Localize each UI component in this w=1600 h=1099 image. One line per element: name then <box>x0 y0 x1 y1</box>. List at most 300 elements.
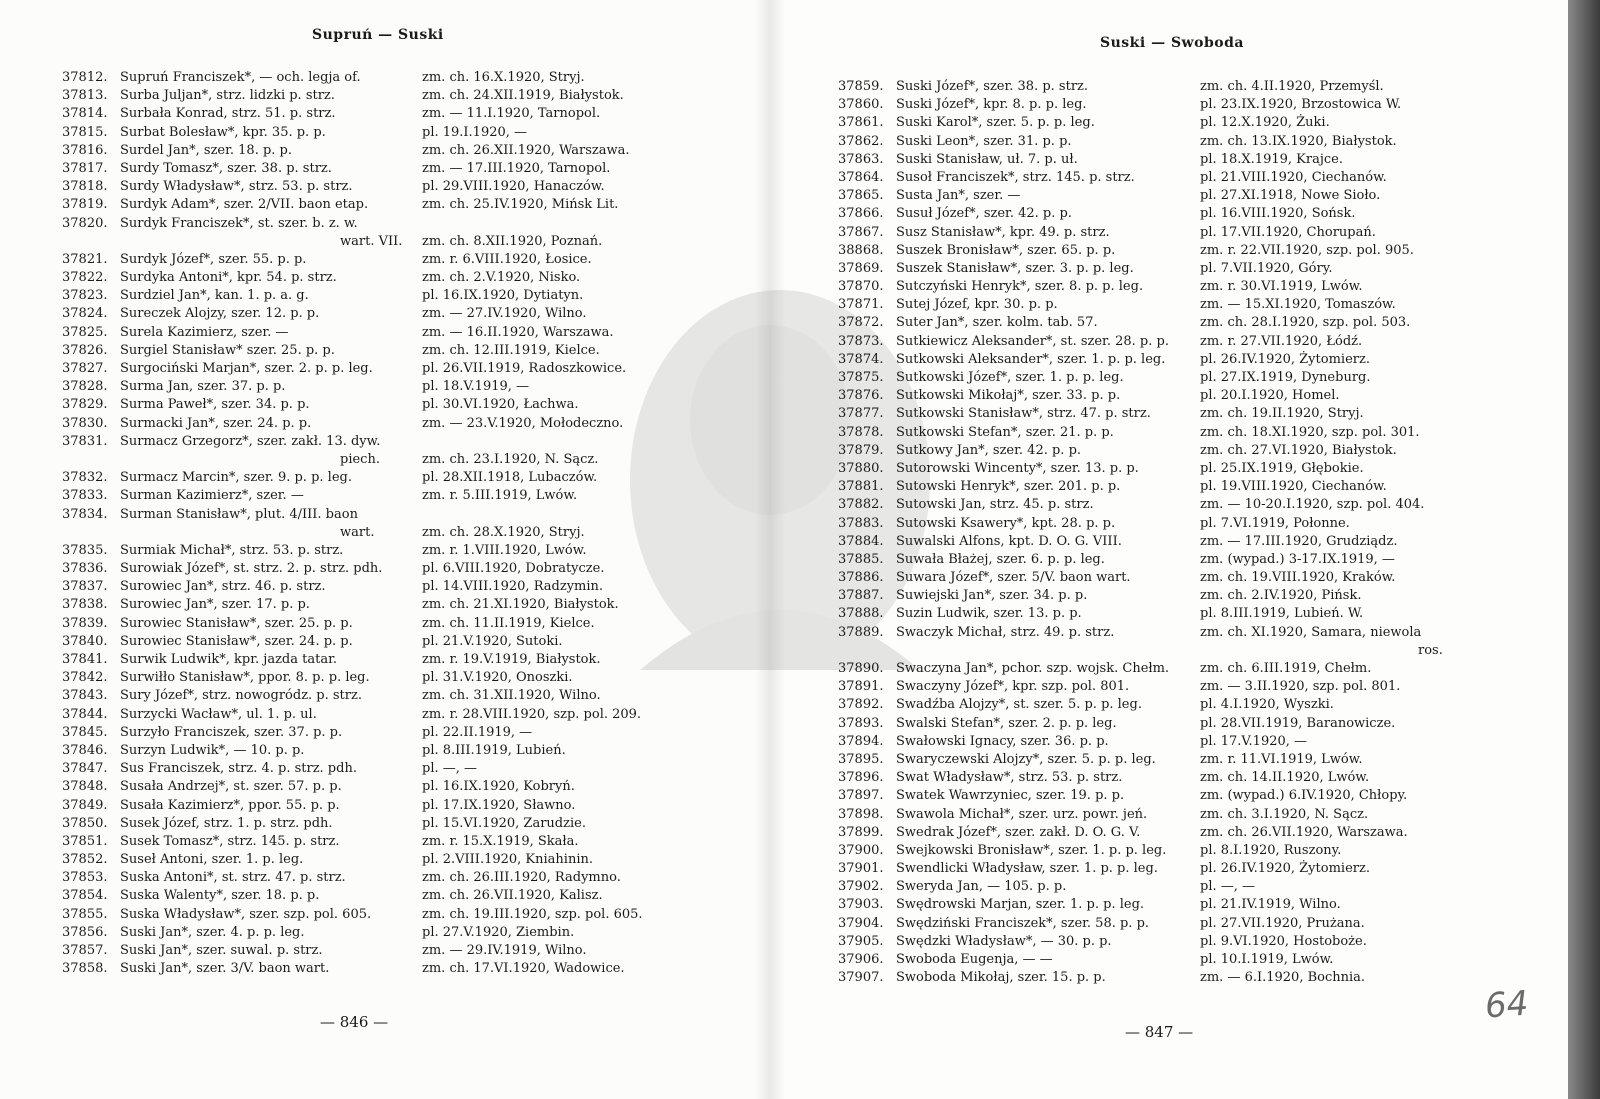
entry-name-unit: Surela Kazimierz, szer. — <box>120 324 289 340</box>
entry-row <box>62 469 662 487</box>
entry-fate: pl. 16.VIII.1920, Sońsk. <box>1200 206 1356 222</box>
entry-row <box>838 933 1488 951</box>
entry-name-unit: Swędzki Władysław*, — 30. p. p. <box>896 933 1112 949</box>
entry-name-unit: Sutkowy Jan*, szer. 42. p. p. <box>896 442 1082 458</box>
entry-row <box>62 596 662 614</box>
entry-fate: zm. ch. 14.II.1920, Lwów. <box>1200 770 1370 786</box>
entry-row <box>62 233 662 251</box>
entry-number: 37886. <box>838 570 884 586</box>
entry-number: 37818. <box>62 179 108 195</box>
entry-name-unit: Suski Józef*, kpr. 8. p. p. leg. <box>896 97 1087 113</box>
entry-row <box>838 660 1488 678</box>
entry-name-unit: Susuł Józef*, szer. 42. p. p. <box>896 206 1072 222</box>
entry-row <box>62 669 662 687</box>
entry-row <box>838 824 1488 842</box>
entry-continuation: ros. <box>1418 642 1443 658</box>
entry-number: 37858. <box>62 961 108 977</box>
entry-number: 37829. <box>62 397 108 413</box>
entry-number: 37848. <box>62 779 108 795</box>
entry-name-unit: Swalski Stefan*, szer. 2. p. p. leg. <box>896 715 1117 731</box>
entry-number: 37904. <box>838 915 884 931</box>
entry-number: 37821. <box>62 251 108 267</box>
entry-row <box>62 906 662 924</box>
entry-number: 37866. <box>838 206 884 222</box>
entry-fate: pl. 9.VI.1920, Hostoboże. <box>1200 933 1367 949</box>
entry-row <box>838 915 1488 933</box>
entry-number: 37839. <box>62 615 108 631</box>
entry-fate: pl. 18.X.1919, Krajce. <box>1200 151 1343 167</box>
entry-name-unit: Susek Józef, strz. 1. p. strz. pdh. <box>120 815 333 831</box>
entry-fate: pl. 8.I.1920, Ruszony. <box>1200 842 1342 858</box>
entry-row <box>838 369 1488 387</box>
entry-fate: zm. — 17.III.1920, Grudziądz. <box>1200 533 1398 549</box>
entry-row <box>838 569 1488 587</box>
entry-fate: zm. — 6.I.1920, Bochnia. <box>1200 970 1366 986</box>
entry-fate: pl. 4.I.1920, Wyszki. <box>1200 697 1334 713</box>
entry-row <box>62 142 662 160</box>
entry-name-unit: Surgiel Stanisław* szer. 25. p. p. <box>120 342 335 358</box>
entry-name-unit: Sury Józef*, strz. nowogródz. p. strz. <box>120 688 362 704</box>
entry-row <box>838 351 1488 369</box>
entry-number: 37905. <box>838 933 884 949</box>
entry-row <box>838 296 1488 314</box>
entry-row <box>62 215 662 233</box>
entry-name-unit: Susta Jan*, szer. — <box>896 188 1021 204</box>
entry-row <box>62 633 662 651</box>
entry-name-unit: Surman Kazimierz*, szer. — <box>120 488 304 504</box>
entry-number: 37898. <box>838 806 884 822</box>
entry-name-unit: Surzyn Ludwik*, — 10. p. p. <box>120 742 305 758</box>
entry-name-unit: Susz Stanisław*, kpr. 49. p. strz. <box>896 224 1110 240</box>
entry-row <box>62 342 662 360</box>
entry-row <box>838 405 1488 423</box>
entry-fate: pl. 28.XII.1918, Lubaczów. <box>422 470 598 486</box>
entry-name-unit: Sutorowski Wincenty*, szer. 13. p. p. <box>896 460 1139 476</box>
entry-row <box>62 924 662 942</box>
entry-fate: pl. 21.VIII.1920, Ciechanów. <box>1200 169 1387 185</box>
entry-name-unit: Supruń Franciszek*, — och. legja of. <box>120 70 361 85</box>
entry-row <box>62 651 662 669</box>
entry-row <box>838 314 1488 332</box>
entry-name-unit: Swadźba Alojzy*, st. szer. 5. p. p. leg. <box>896 697 1142 713</box>
entry-number: 37874. <box>838 351 884 367</box>
entry-fate: zm. ch. 19.VIII.1920, Kraków. <box>1200 570 1396 586</box>
entry-number: 37856. <box>62 924 108 940</box>
entry-row <box>62 487 662 505</box>
right-page-number: — 847 — <box>1125 1023 1194 1041</box>
entry-fate: zm. ch. 31.XII.1920, Wilno. <box>422 688 601 704</box>
entry-fate: zm. ch. 24.XII.1919, Białystok. <box>422 88 624 104</box>
entry-row <box>838 278 1488 296</box>
entry-number: 37887. <box>838 588 884 604</box>
entry-name-unit: Surbała Konrad, strz. 51. p. strz. <box>120 106 336 122</box>
entry-row <box>838 133 1488 151</box>
entry-row <box>838 896 1488 914</box>
entry-fate: zm. — 29.IV.1919, Wilno. <box>422 943 587 958</box>
entry-row <box>62 305 662 323</box>
entry-name-unit: Surbat Bolesław*, kpr. 35. p. p. <box>120 124 326 140</box>
entry-name-unit: Swawola Michał*, szer. urz. powr. jeń. <box>896 806 1148 822</box>
entry-fate: zm. ch. 17.VI.1920, Wadowice. <box>422 961 625 977</box>
entry-fate: zm. r. 6.VIII.1920, Łosice. <box>422 251 592 267</box>
entry-name-unit: Swat Władysław*, strz. 53. p. strz. <box>896 770 1123 786</box>
entry-number: 37835. <box>62 542 108 558</box>
entry-number: 37815. <box>62 124 108 140</box>
entry-name-unit: Suska Antoni*, st. strz. 47. p. strz. <box>120 870 346 886</box>
entry-number: 37882. <box>838 497 884 513</box>
entry-name-unit: Suski Jan*, szer. 4. p. p. leg. <box>120 924 305 940</box>
entry-name-unit: Swoboda Eugenja, — — <box>896 952 1053 967</box>
entry-number: 37833. <box>62 488 108 504</box>
entry-number: 37853. <box>62 870 108 886</box>
entry-number: 37880. <box>838 460 884 476</box>
entry-fate: zm. ch. 18.XI.1920, szp. pol. 301. <box>1200 424 1420 440</box>
entry-row <box>838 114 1488 132</box>
entry-number: 37903. <box>838 897 884 913</box>
entry-row <box>838 842 1488 860</box>
entry-number: 37852. <box>62 852 108 868</box>
entry-number: 37860. <box>838 97 884 113</box>
entry-number: 37838. <box>62 597 108 613</box>
entry-name-unit: Swendlicki Władysław, szer. 1. p. p. leg. <box>896 861 1158 877</box>
entry-row <box>838 696 1488 714</box>
entry-fate: zm. — 3.II.1920, szp. pol. 801. <box>1200 679 1401 695</box>
entry-fate: pl. 7.VII.1920, Góry. <box>1200 260 1333 276</box>
entry-name-unit: Suseł Antoni, szer. 1. p. leg. <box>120 852 304 868</box>
entry-fate: pl. 21.IV.1919, Wilno. <box>1200 897 1341 913</box>
entry-name-unit: Sutkowski Stanisław*, strz. 47. p. strz. <box>896 406 1151 422</box>
entry-number: 37812. <box>62 70 108 85</box>
entry-number: 37820. <box>62 215 108 231</box>
entry-number: 37836. <box>62 561 108 577</box>
entry-fate: zm. ch. 26.XII.1920, Warszawa. <box>422 142 630 158</box>
entry-fate: pl. 17.V.1920, — <box>1200 733 1308 749</box>
entry-number: 37832. <box>62 470 108 486</box>
entry-number: 37844. <box>62 706 108 722</box>
handwritten-note: 64 <box>1483 983 1530 1027</box>
entry-number: 37813. <box>62 88 108 104</box>
entry-fate: pl. 2.VIII.1920, Kniahinin. <box>422 852 593 868</box>
entry-row <box>838 442 1488 460</box>
entry-fate: zm. r. 1.VIII.1920, Lwów. <box>422 542 587 558</box>
entry-fate: zm. ch. 2.V.1920, Nisko. <box>422 270 581 286</box>
entry-name-unit: Surowiec Stanisław*, szer. 24. p. p. <box>120 633 353 649</box>
entry-row <box>62 105 662 123</box>
entry-fate: pl. 12.X.1920, Żuki. <box>1200 115 1330 131</box>
entry-number: 37891. <box>838 679 884 695</box>
entry-fate: zm. r. 5.III.1919, Lwów. <box>422 488 578 504</box>
entry-row <box>62 87 662 105</box>
entry-name-unit: Suski Józef*, szer. 38. p. strz. <box>896 79 1089 94</box>
entry-fate: pl. 7.VI.1919, Połonne. <box>1200 515 1350 531</box>
entry-name-unit: Surba Juljan*, strz. lidzki p. strz. <box>120 88 335 104</box>
entry-fate: zm. ch. 26.III.1920, Radymno. <box>422 870 621 886</box>
entry-row <box>838 260 1488 278</box>
entry-fate: pl. 21.V.1920, Sutoki. <box>422 633 563 649</box>
entry-fate: zm. — 11.I.1920, Tarnopol. <box>422 106 601 122</box>
entry-fate: pl. 14.VIII.1920, Radzymin. <box>422 579 604 595</box>
entry-fate: pl. 8.III.1919, Lubień. W. <box>1200 606 1364 622</box>
entry-number: 37863. <box>838 151 884 167</box>
entry-fate: pl. 26.IV.1920, Żytomierz. <box>1200 351 1370 367</box>
entry-name-unit: Surowiec Jan*, strz. 46. p. strz. <box>120 579 326 595</box>
entry-name-unit: Surdel Jan*, szer. 18. p. p. <box>120 142 293 158</box>
entry-fate: pl. 18.V.1919, — <box>422 379 530 395</box>
entry-number: 37879. <box>838 442 884 458</box>
entry-row <box>838 642 1488 660</box>
entry-row <box>838 169 1488 187</box>
entry-name-unit: Suski Leon*, szer. 31. p. p. <box>896 133 1072 149</box>
entry-name-unit: Sutowski Ksawery*, kpt. 28. p. p. <box>896 515 1116 531</box>
entry-name-unit: Susek Tomasz*, strz. 145. p. strz. <box>120 833 340 849</box>
entry-number: 38868. <box>838 242 884 258</box>
entry-name-unit: Surman Stanisław*, plut. 4/III. baon <box>120 506 358 522</box>
entry-name-unit: Suska Walenty*, szer. 18. p. p. <box>120 888 320 904</box>
entry-row <box>838 515 1488 533</box>
entry-row <box>62 251 662 269</box>
entry-number: 37899. <box>838 824 884 840</box>
entry-fate: zm. r. 11.VI.1919, Lwów. <box>1200 751 1363 767</box>
entry-name-unit: Sureczek Alojzy, szer. 12. p. p. <box>120 306 320 322</box>
entry-number: 37824. <box>62 306 108 322</box>
entry-number: 37890. <box>838 661 884 676</box>
entry-number: 37830. <box>62 415 108 431</box>
entry-row <box>62 615 662 633</box>
entry-row <box>838 478 1488 496</box>
entry-name-unit: Surowiec Jan*, szer. 17. p. p. <box>120 597 310 613</box>
entry-row <box>838 205 1488 223</box>
entry-name-unit: Suzin Ludwik, szer. 13. p. p. <box>896 606 1082 622</box>
entry-fate: zm. ch. 6.III.1919, Chełm. <box>1200 661 1372 676</box>
entry-number: 37845. <box>62 724 108 740</box>
entry-row <box>62 124 662 142</box>
entry-fate: zm. ch. 25.IV.1920, Mińsk Lit. <box>422 197 619 213</box>
entry-number: 37869. <box>838 260 884 276</box>
entry-row <box>62 196 662 214</box>
entry-fate: zm. ch. 13.IX.1920, Białystok. <box>1200 133 1397 149</box>
entry-row <box>838 587 1488 605</box>
entry-name-unit: Sutkowski Mikołaj*, szer. 33. p. p. <box>896 388 1121 404</box>
entry-name-unit: Suski Karol*, szer. 5. p. p. leg. <box>896 115 1095 131</box>
entry-fate: zm. — 17.III.1920, Tarnopol. <box>422 160 611 176</box>
entry-row <box>838 333 1488 351</box>
entry-name-unit: Suski Stanisław, uł. 7. p. uł. <box>896 151 1078 167</box>
entry-fate: pl. 30.VI.1920, Łachwa. <box>422 397 579 413</box>
entry-number: 37864. <box>838 169 884 185</box>
entry-fate: pl. 20.I.1920, Homel. <box>1200 388 1340 404</box>
entry-number: 37881. <box>838 479 884 495</box>
entry-number: 37885. <box>838 551 884 567</box>
entry-number: 37861. <box>838 115 884 131</box>
entry-name-unit: Surmacz Grzegorz*, szer. zakł. 13. dyw. <box>120 433 381 449</box>
entry-row <box>62 851 662 869</box>
entry-name-unit: Suwara Józef*, szer. 5/V. baon wart. <box>896 570 1131 586</box>
entry-row <box>838 151 1488 169</box>
entry-number: 37896. <box>838 770 884 786</box>
entry-number: 37841. <box>62 652 108 667</box>
entry-name-unit: Susoł Franciszek*, strz. 145. p. strz. <box>896 169 1135 185</box>
entry-fate: pl. 10.I.1919, Lwów. <box>1200 952 1334 967</box>
entry-row <box>838 78 1488 96</box>
entry-fate: zm. ch. 11.II.1919, Kielce. <box>422 615 595 631</box>
entry-row <box>838 769 1488 787</box>
entry-row <box>838 533 1488 551</box>
entry-row <box>838 387 1488 405</box>
entry-name-unit: Surmiak Michał*, strz. 53. p. strz. <box>120 542 344 558</box>
entry-name-unit: Sutkowski Aleksander*, szer. 1. p. p. leg. <box>896 351 1166 367</box>
entry-row <box>62 69 662 87</box>
right-page-header: Suski — Swoboda <box>1100 35 1244 51</box>
entry-name-unit: Swedrak Józef*, szer. zakł. D. O. G. V. <box>896 824 1141 840</box>
entry-row <box>838 951 1488 969</box>
entry-row <box>62 360 662 378</box>
entry-name-unit: Surwik Ludwik*, kpr. jazda tatar. <box>120 652 337 667</box>
entry-row <box>62 815 662 833</box>
entry-number: 37895. <box>838 751 884 767</box>
entry-row <box>62 415 662 433</box>
entry-number: 37862. <box>838 133 884 149</box>
entry-number: 37892. <box>838 697 884 713</box>
entry-fate: zm. ch. 23.I.1920, N. Sącz. <box>422 451 599 467</box>
entry-name-unit: Sutkowski Józef*, szer. 1. p. p. leg. <box>896 370 1124 385</box>
entry-number: 37901. <box>838 861 884 877</box>
entry-fate: zm. r. 27.VII.1920, Łódź. <box>1200 333 1363 349</box>
entry-row <box>838 242 1488 260</box>
entry-number: 37842. <box>62 670 108 686</box>
entry-name-unit: Surzycki Wacław*, ul. 1. p. ul. <box>120 706 317 722</box>
entry-number: 37816. <box>62 142 108 158</box>
entry-fate: zm. (wypad.) 3-17.IX.1919, — <box>1200 551 1395 567</box>
entry-number: 37834. <box>62 506 108 522</box>
entry-name-unit: Surgociński Marjan*, szer. 2. p. p. leg. <box>120 361 373 376</box>
entry-name-unit: Surdyk Józef*, szer. 55. p. p. <box>120 251 307 267</box>
entry-fate: pl. 17.IX.1920, Sławno. <box>422 797 576 813</box>
entry-number: 37883. <box>838 515 884 531</box>
entry-number: 37850. <box>62 815 108 831</box>
entry-number: 37867. <box>838 224 884 240</box>
entry-number: 37822. <box>62 270 108 286</box>
entry-number: 37837. <box>62 579 108 595</box>
entry-fate: pl. 17.VII.1920, Chorupań. <box>1200 224 1376 240</box>
entry-number: 37825. <box>62 324 108 340</box>
entry-fate: zm. ch. 27.VI.1920, Białystok. <box>1200 442 1397 458</box>
entry-number: 37906. <box>838 952 884 967</box>
entry-name-unit: Sus Franciszek, strz. 4. p. strz. pdh. <box>120 761 357 777</box>
entry-name-unit: Suwała Błażej, szer. 6. p. p. leg. <box>896 551 1105 567</box>
entry-name-unit: Surzyło Franciszek, szer. 37. p. p. <box>120 724 343 740</box>
entry-fate: zm. ch. 16.X.1920, Stryj. <box>422 70 585 85</box>
entry-name-unit: Surma Paweł*, szer. 34. p. p. <box>120 397 310 413</box>
entry-row <box>62 160 662 178</box>
entry-fate: pl. 16.IX.1920, Dytiatyn. <box>422 288 584 304</box>
entry-name-unit: Swaryczewski Alojzy*, szer. 5. p. p. leg. <box>896 751 1156 767</box>
entry-name-unit: Sutej Józef, kpr. 30. p. p. <box>896 297 1058 313</box>
entry-name-unit: Swędrowski Marjan, szer. 1. p. p. leg. <box>896 897 1145 913</box>
entry-name-unit: Surowiak Józef*, st. strz. 2. p. strz. pdh. <box>120 561 383 577</box>
entry-row <box>838 96 1488 114</box>
entry-fate: zm. ch. 26.VII.1920, Warszawa. <box>1200 824 1408 840</box>
entry-number: 37847. <box>62 761 108 777</box>
entry-name-unit: Swatek Wawrzyniec, szer. 19. p. p. <box>896 788 1125 804</box>
entry-row <box>62 396 662 414</box>
entry-number: 37878. <box>838 424 884 440</box>
entry-fate: zm. ch. 26.VII.1920, Kalisz. <box>422 888 603 904</box>
entry-name-unit: Surdyka Antoni*, kpr. 54. p. strz. <box>120 270 337 286</box>
entry-fate: pl. 27.XI.1918, Nowe Sioło. <box>1200 188 1381 204</box>
entry-name-unit: Sutkowski Stefan*, szer. 21. p. p. <box>896 424 1114 440</box>
entry-fate: pl. 15.VI.1920, Zarudzie. <box>422 815 586 831</box>
entry-fate: zm. ch. 3.I.1920, N. Sącz. <box>1200 806 1369 822</box>
entry-number: 37827. <box>62 361 108 376</box>
entry-name-unit: Swałowski Ignacy, szer. 36. p. p. <box>896 733 1109 749</box>
entry-row <box>62 797 662 815</box>
entry-row <box>62 687 662 705</box>
entry-name-unit: Surmacki Jan*, szer. 24. p. p. <box>120 415 312 431</box>
entry-fate: pl. 25.IX.1919, Głębokie. <box>1200 460 1364 476</box>
entry-name-unit: Sutowski Henryk*, szer. 201. p. p. <box>896 479 1121 495</box>
entry-row <box>838 187 1488 205</box>
entry-row <box>62 706 662 724</box>
entry-number: 37875. <box>838 370 884 385</box>
entry-fate: zm. (wypad.) 6.IV.1920, Chłopy. <box>1200 788 1408 804</box>
entry-number: 37828. <box>62 379 108 395</box>
entry-continuation: piech. <box>340 451 380 467</box>
entry-fate: pl. 26.IV.1920, Żytomierz. <box>1200 861 1370 877</box>
entry-name-unit: Sutowski Jan, strz. 45. p. strz. <box>896 497 1094 513</box>
entry-fate: pl. 22.II.1919, — <box>422 724 533 740</box>
scan-edge-shadow <box>1568 0 1600 1099</box>
entry-name-unit: Sutczyński Henryk*, szer. 8. p. p. leg. <box>896 279 1144 295</box>
entry-fate: zm. ch. 8.XII.1920, Poznań. <box>422 233 603 249</box>
entry-row <box>62 833 662 851</box>
entry-row <box>838 224 1488 242</box>
entry-row <box>62 378 662 396</box>
entry-number: 37851. <box>62 833 108 849</box>
entry-fate: zm. ch. 28.X.1920, Stryj. <box>422 524 585 540</box>
entry-number: 37840. <box>62 633 108 649</box>
entry-number: 37877. <box>838 406 884 422</box>
entry-fate: pl. 19.I.1920, — <box>422 124 528 140</box>
entry-row <box>62 178 662 196</box>
entry-name-unit: Surwiłło Stanisław*, ppor. 8. p. p. leg. <box>120 670 370 686</box>
entry-row <box>62 760 662 778</box>
entry-number: 37843. <box>62 688 108 704</box>
entry-number: 37900. <box>838 842 884 858</box>
entry-fate: pl. 31.V.1920, Onoszki. <box>422 670 573 686</box>
right-entries-list <box>838 78 1488 987</box>
entry-number: 37884. <box>838 533 884 549</box>
entry-name-unit: Swaczyk Michał, strz. 49. p. strz. <box>896 624 1115 640</box>
entry-name-unit: Suszek Bronisław*, szer. 65. p. p. <box>896 242 1116 258</box>
entry-fate: zm. — 16.II.1920, Warszawa. <box>422 324 614 340</box>
entry-number: 37819. <box>62 197 108 213</box>
entry-number: 37814. <box>62 106 108 122</box>
entry-number: 37823. <box>62 288 108 304</box>
entry-fate: pl. 19.VIII.1920, Ciechanów. <box>1200 479 1387 495</box>
entry-fate: pl. —, — <box>1200 879 1256 895</box>
entry-number: 37826. <box>62 342 108 358</box>
entry-row <box>838 715 1488 733</box>
entry-row <box>62 887 662 905</box>
entry-number: 37873. <box>838 333 884 349</box>
book-gutter <box>755 0 785 1099</box>
entry-number: 37894. <box>838 733 884 749</box>
entry-fate: zm. r. 28.VIII.1920, szp. pol. 209. <box>422 706 642 722</box>
entry-name-unit: Sutkiewicz Aleksander*, st. szer. 28. p. p. <box>896 333 1169 349</box>
entry-name-unit: Swaczyny Józef*, kpr. szp. pol. 801. <box>896 679 1130 695</box>
entry-number: 37817. <box>62 160 108 176</box>
entry-continuation: wart. VII. <box>340 233 403 249</box>
